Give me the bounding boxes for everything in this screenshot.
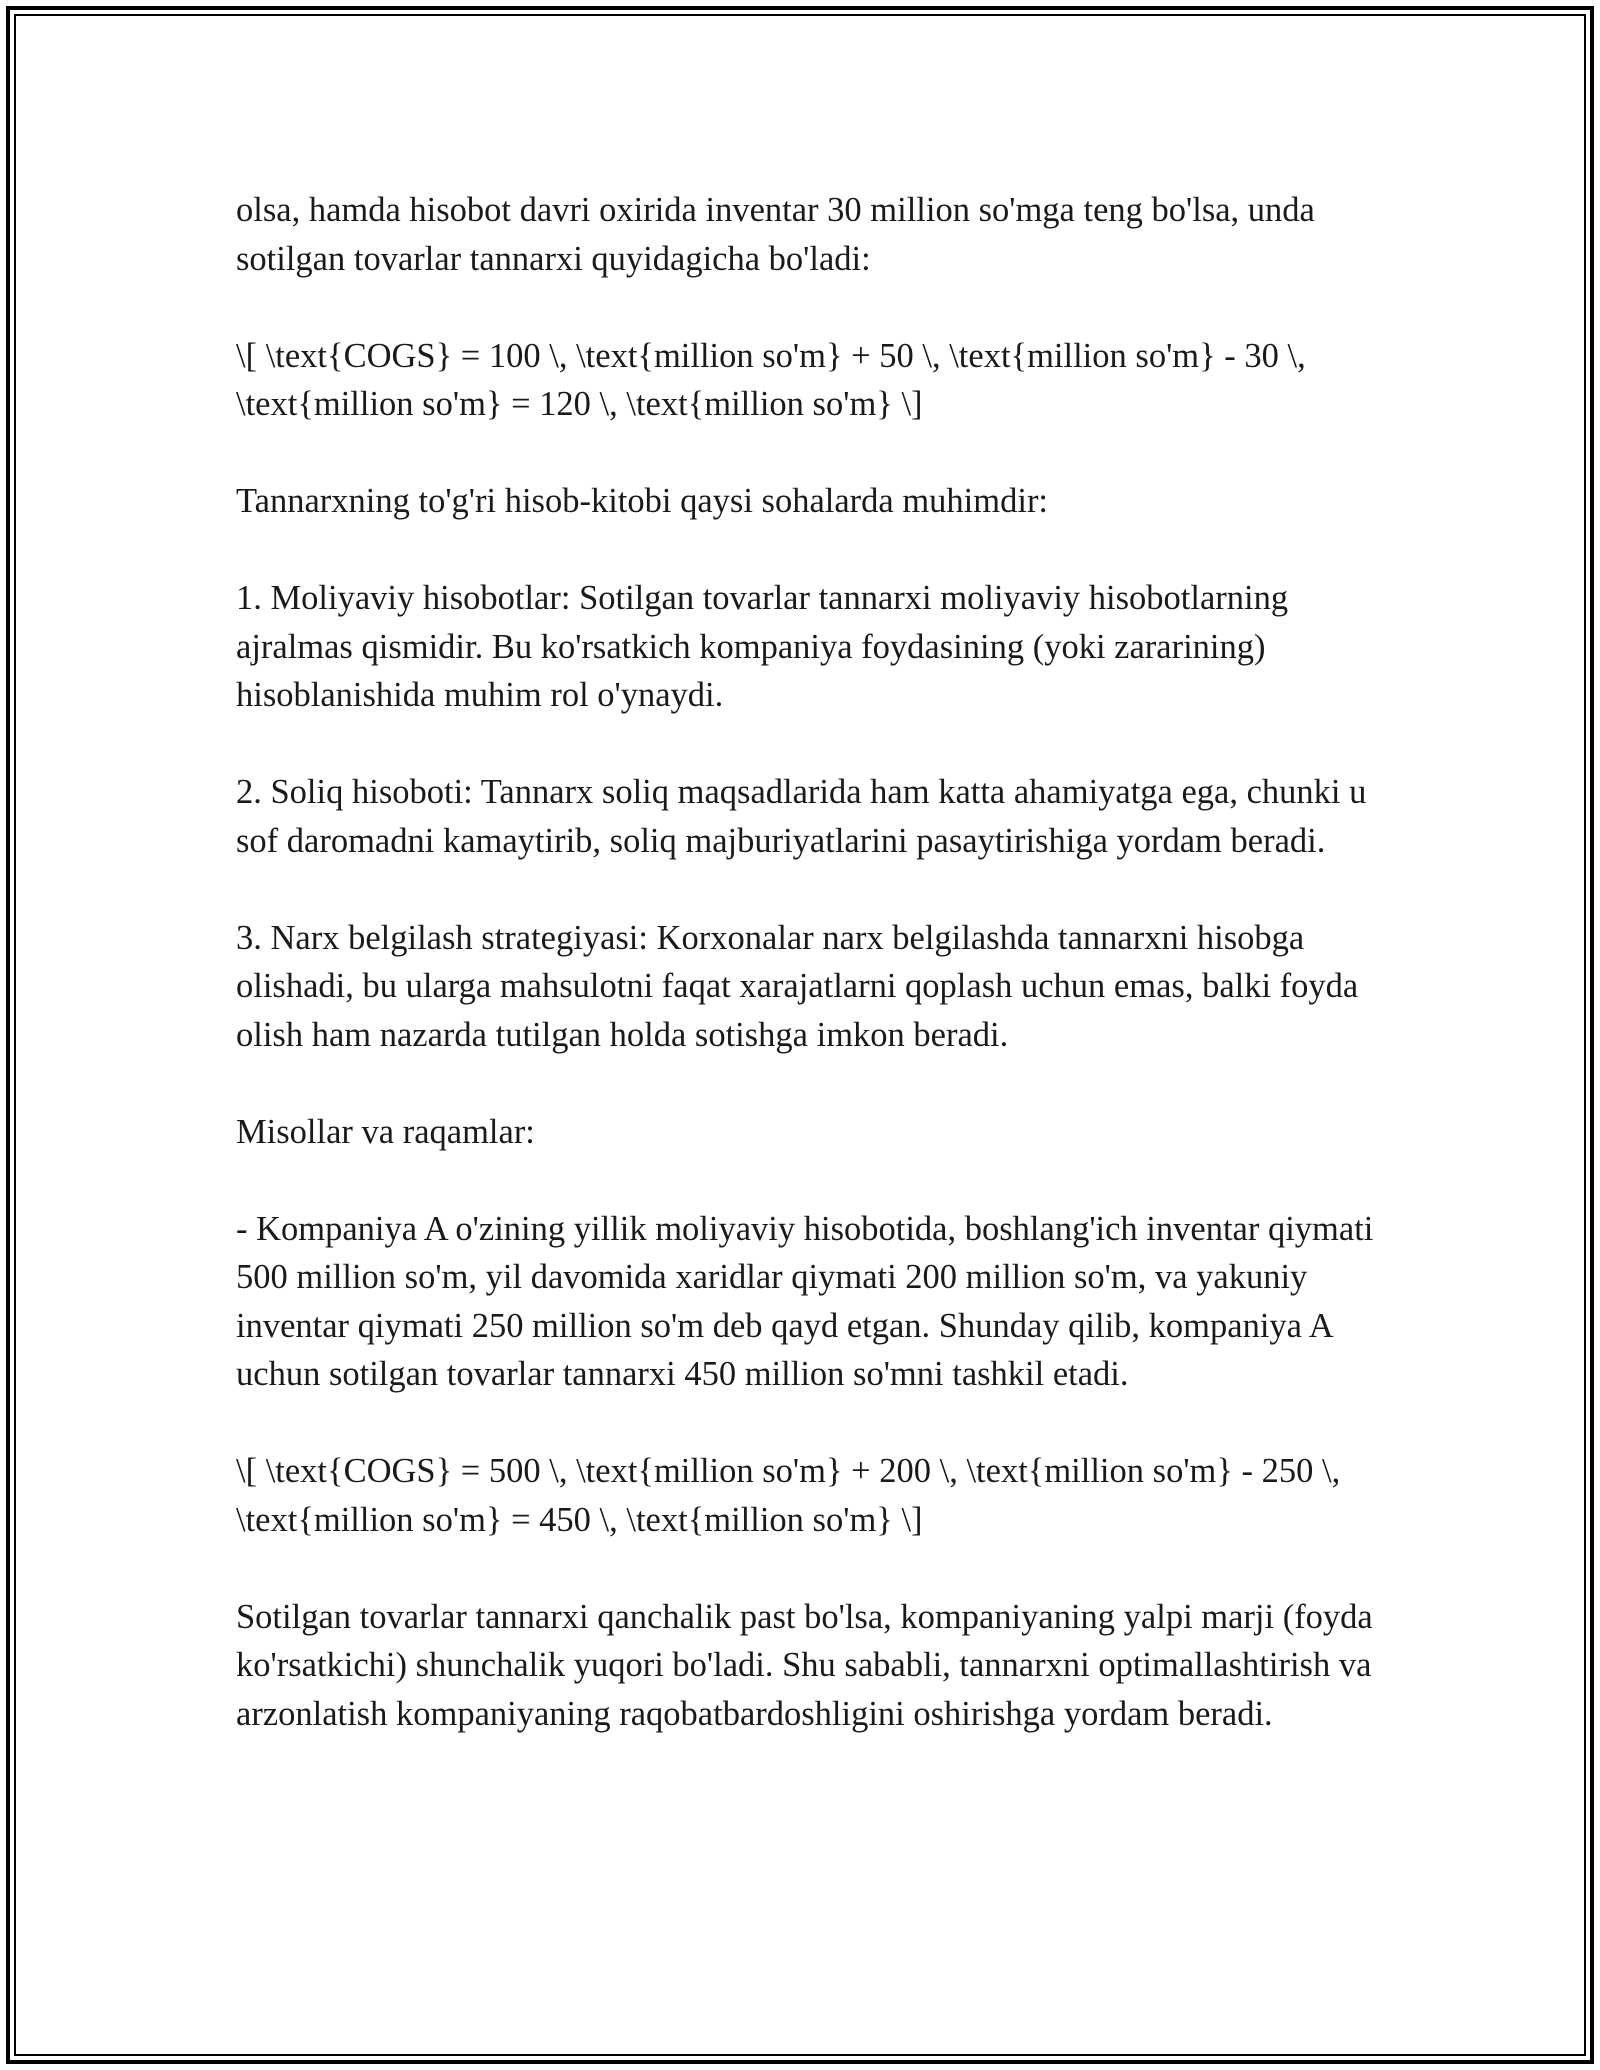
document-body	[236, 186, 1376, 1787]
paragraph-continuation: olsa, hamda hisobot davri oxirida inventar 30 million so'mga teng bo'lsa, unda sotilgan tovarlar tannarxi quyidagicha bo'ladi:	[236, 191, 1315, 278]
list-item-pricing-strategy: 3. Narx belgilash strategiyasi: Korxonalar narx belgilashda tannarxni hisobga olishadi, bu ularga mahsulotni faqat xarajatlarni qoplash uchun emas, balki foyda olish ham nazarda tutilgan holda sotishga imkon beradi.	[236, 918, 1359, 1054]
paragraph-conclusion: Sotilgan tovarlar tannarxi qanchalik past bo'lsa, kompaniyaning yalpi marji (foyda ko'rsatkichi) shunchalik yuqori bo'ladi. Shu sababli, tannarxni optimallashtirish va arzonlatish kompaniyaning raqobatbardoshligini oshirishga yordam beradi.	[236, 1597, 1373, 1733]
section-heading-examples: Misollar va raqamlar:	[236, 1112, 535, 1151]
list-item-financial-reports: 1. Moliyaviy hisobotlar: Sotilgan tovarlar tannarxi moliyaviy hisobotlarning ajralmas qismidir. Bu ko'rsatkich kompaniya foydasining (yoki zararining) hisoblanishida muhim rol o'ynaydi.	[236, 579, 1289, 714]
section-heading-importance: Tannarxning to'g'ri hisob-kitobi qaysi sohalarda muhimdir:	[236, 482, 1049, 520]
formula-cogs-example-2: \[ \text{COGS} = 500 \, \text{million so'm} + 200 \, \text{million so'm} - 250 \, \text{million so'm} = 450 \, \text{million so'm} \]	[236, 1452, 1341, 1539]
list-item-tax-report: 2. Soliq hisoboti: Tannarx soliq maqsadlarida ham katta ahamiyatga ega, chunki u sof daromadni kamaytirib, soliq majburiyatlarini pasaytirishiga yordam beradi.	[236, 773, 1367, 860]
formula-cogs-example-1: \[ \text{COGS} = 100 \, \text{million so'm} + 50 \, \text{million so'm} - 30 \, \text{million so'm} = 120 \, \text{million so'm} \]	[236, 336, 1306, 423]
example-company-a: - Kompaniya A o'zining yillik moliyaviy hisobotida, boshlang'ich inventar qiymati 500 million so'm, yil davomida xaridlar qiymati 200 million so'm, va yakuniy inventar qiymati 250 million so'm deb qayd etgan. Shunday qilib, kompaniya A uchun sotilgan tovarlar tannarxi 450 million so'mni tashkil etadi.	[236, 1209, 1374, 1393]
